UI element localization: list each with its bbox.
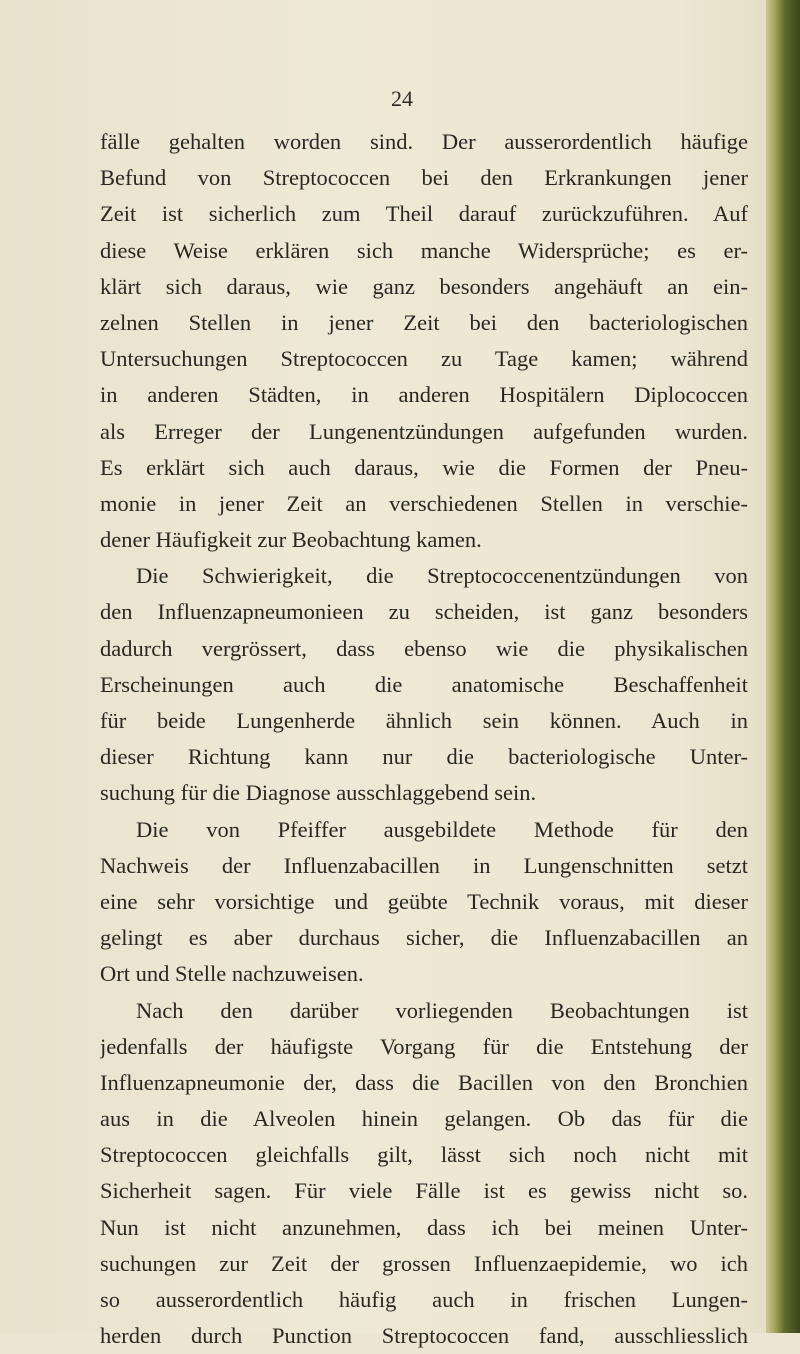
text-line: fälle gehalten worden sind. Der ausserordentlich häufige	[100, 129, 748, 154]
text-line: so ausserordentlich häufig auch in frischen Lungen-	[100, 1287, 748, 1312]
text-line: Die Schwierigkeit, die Streptococcenentzündungen von	[136, 563, 748, 589]
text-line: eine sehr vorsichtige und geübte Technik voraus, mit dieser	[100, 888, 748, 914]
text-line: klärt sich daraus, wie ganz besonders angehäuft an ein-	[100, 273, 748, 299]
text-line: monie in jener Zeit an verschiedenen Stellen in verschie-	[100, 490, 748, 516]
text-line: Nach den darüber vorliegenden Beobachtungen ist	[136, 997, 748, 1023]
body-text	[100, 124, 748, 1354]
text-line: den Influenzapneumonieen zu scheiden, ist ganz besonders	[100, 599, 748, 625]
text-line: dadurch vergrössert, dass ebenso wie die physikalischen	[100, 635, 748, 661]
text-line: zelnen Stellen in jener Zeit bei den bacteriologischen	[100, 309, 748, 335]
text-line: Zeit ist sicherlich zum Theil darauf zurückzuführen. Auf	[100, 201, 748, 227]
text-line: aus in die Alveolen hinein gelangen. Ob das für die	[100, 1106, 748, 1132]
text-line: Nachweis der Influenzabacillen in Lungenschnitten setzt	[100, 852, 748, 878]
text-line: in anderen Städten, in anderen Hospitälern Diplococcen	[100, 382, 748, 408]
text-line: Die von Pfeiffer ausgebildete Methode für den	[136, 816, 748, 842]
text-line: suchung für die Diagnose ausschlaggebend sein.	[100, 780, 537, 806]
text-line: Nun ist nicht anzunehmen, dass ich bei meinen Unter-	[100, 1214, 748, 1240]
text-line: gelingt es aber durchaus sicher, die Influenzabacillen an	[100, 925, 748, 951]
text-line: Influenzapneumonie der, dass die Bacillen von den Bronchien	[100, 1069, 748, 1095]
text-line: Sicherheit sagen. Für viele Fälle ist es gewiss nicht so.	[100, 1178, 748, 1204]
text-line: suchungen zur Zeit der grossen Influenzaepidemie, wo ich	[100, 1250, 748, 1276]
page-number: 24	[391, 86, 413, 111]
text-line: Es erklärt sich auch daraus, wie die Formen der Pneu-	[100, 454, 748, 480]
text-line: diese Weise erklären sich manche Widersprüche; es er-	[100, 237, 748, 263]
text-line: Ort und Stelle nachzuweisen.	[100, 961, 364, 987]
text-line: Erscheinungen auch die anatomische Beschaffenheit	[100, 671, 748, 697]
text-line: dieser Richtung kann nur die bacteriologische Unter-	[100, 744, 748, 770]
page-binding-edge	[766, 0, 800, 1333]
text-line: Befund von Streptococcen bei den Erkrankungen jener	[100, 165, 748, 191]
text-line: Untersuchungen Streptococcen zu Tage kamen; während	[100, 346, 748, 372]
text-line: dener Häufigkeit zur Beobachtung kamen.	[100, 527, 482, 553]
text-line: für beide Lungenherde ähnlich sein können. Auch in	[100, 708, 748, 733]
text-line: herden durch Punction Streptococcen fand, ausschliesslich	[100, 1323, 748, 1349]
text-line: als Erreger der Lungenentzündungen aufgefunden wurden.	[100, 418, 748, 444]
text-line: Streptococcen gleichfalls gilt, lässt sich noch nicht mit	[100, 1142, 748, 1168]
text-line: jedenfalls der häufigste Vorgang für die Entstehung der	[100, 1033, 748, 1059]
